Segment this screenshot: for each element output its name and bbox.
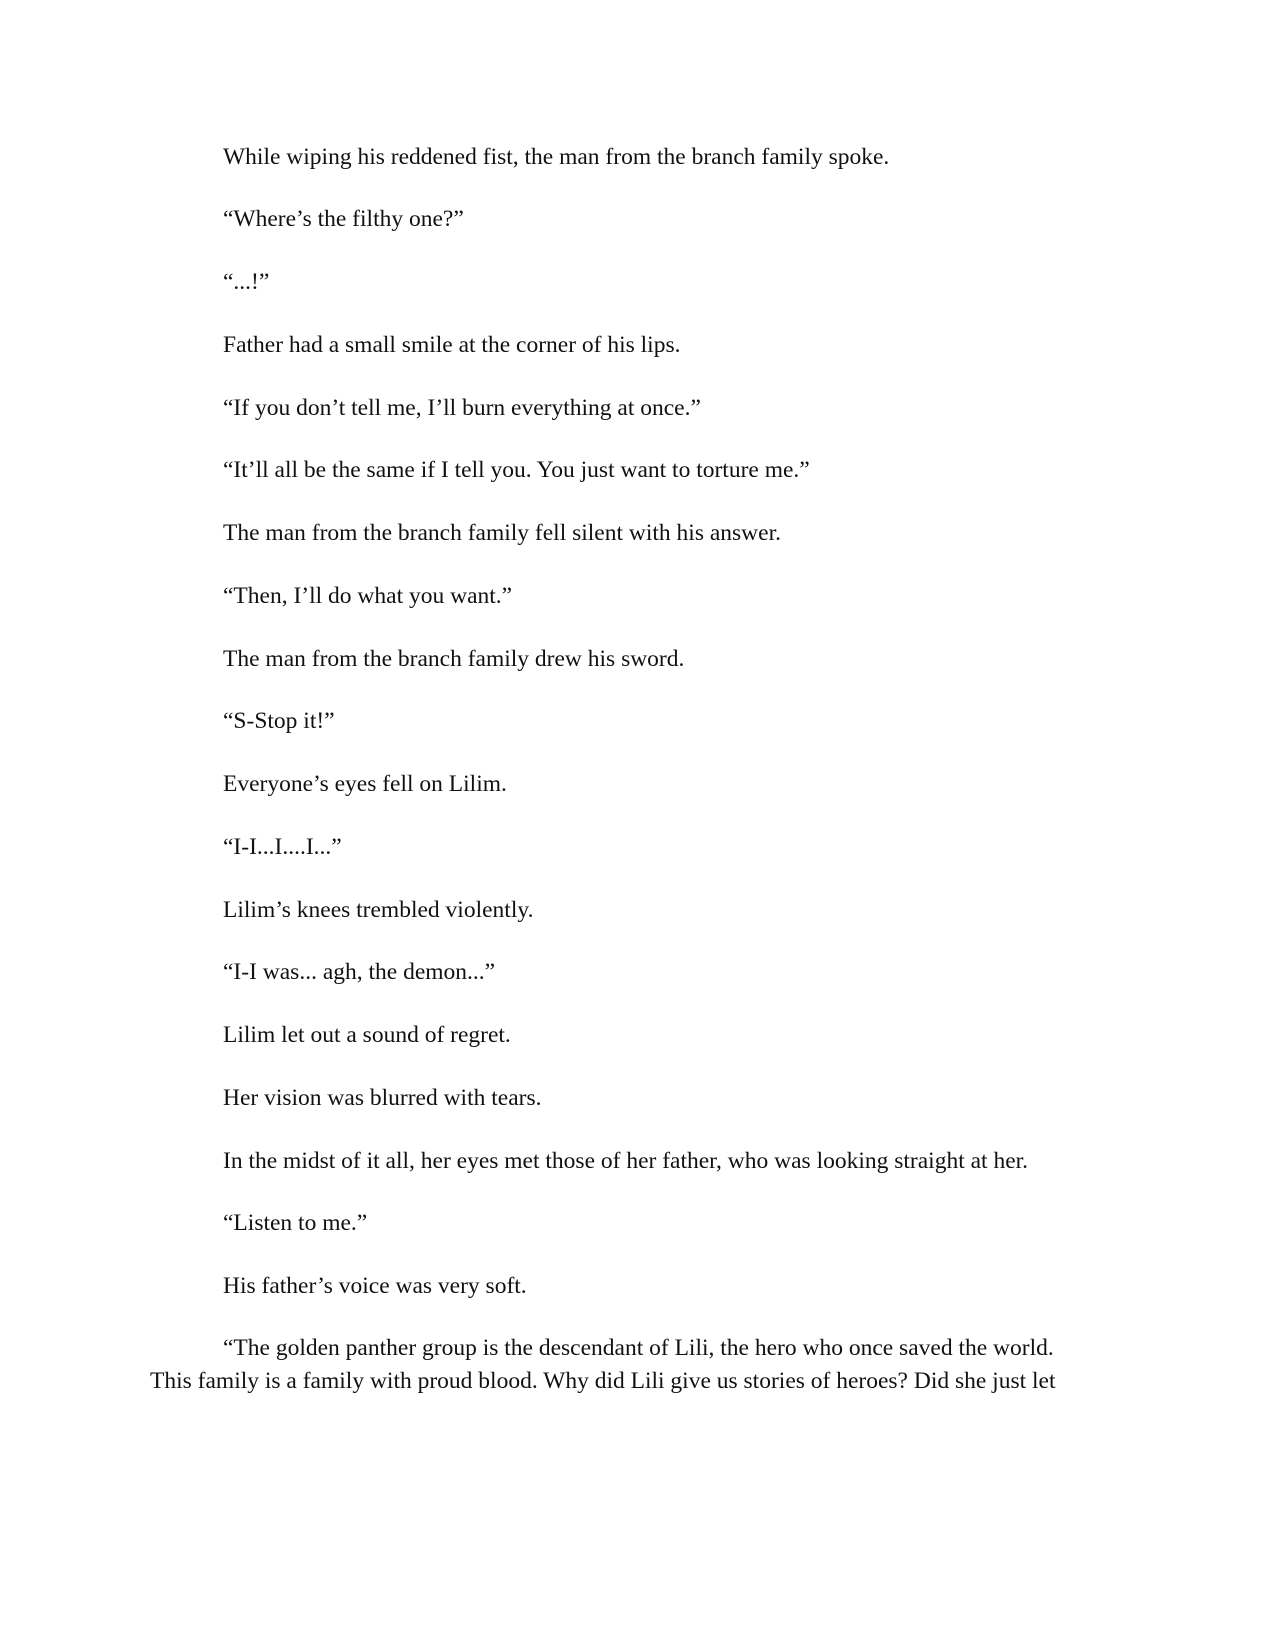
- paragraph: Her vision was blurred with tears.: [223, 1085, 542, 1111]
- paragraph: “...!”: [223, 269, 270, 295]
- final-paragraph-line-2: This family is a family with proud blood. Why did Lili give us stories of heroes? Did she just let: [150, 1368, 1056, 1394]
- paragraph: In the midst of it all, her eyes met those of her father, who was looking straight at her.: [223, 1148, 1029, 1174]
- paragraph: “If you don’t tell me, I’ll burn everything at once.”: [223, 395, 701, 421]
- paragraph: The man from the branch family drew his sword.: [223, 646, 685, 672]
- paragraph: While wiping his reddened fist, the man from the branch family spoke.: [223, 144, 890, 170]
- paragraph: “S-Stop it!”: [223, 708, 335, 734]
- paragraph: “Then, I’ll do what you want.”: [223, 583, 513, 609]
- paragraph: “Listen to me.”: [223, 1210, 368, 1236]
- paragraph: “It’ll all be the same if I tell you. You just want to torture me.”: [223, 457, 810, 483]
- final-paragraph: [150, 1332, 1100, 1398]
- paragraph: His father’s voice was very soft.: [223, 1273, 527, 1299]
- paragraph: Father had a small smile at the corner of his lips.: [223, 332, 681, 358]
- paragraph: Lilim’s knees trembled violently.: [223, 897, 534, 923]
- paragraph: The man from the branch family fell silent with his answer.: [223, 520, 781, 546]
- paragraph: Lilim let out a sound of regret.: [223, 1022, 511, 1048]
- paragraph: “Where’s the filthy one?”: [223, 206, 464, 232]
- final-paragraph-line-1: “The golden panther group is the descendant of Lili, the hero who once saved the world.: [223, 1335, 1054, 1361]
- paragraph: “I-I was... agh, the demon...”: [223, 959, 496, 985]
- paragraph: Everyone’s eyes fell on Lilim.: [223, 771, 507, 797]
- paragraph: “I-I...I....I...”: [223, 834, 342, 860]
